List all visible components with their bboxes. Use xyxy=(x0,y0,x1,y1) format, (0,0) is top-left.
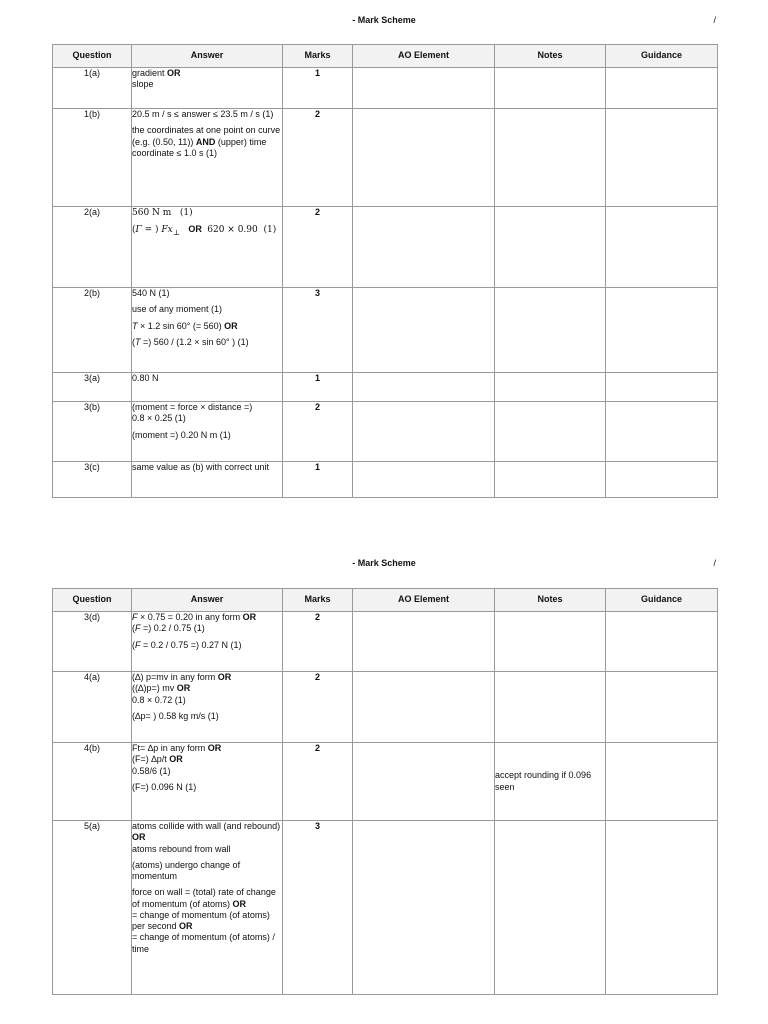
ao-element-cell xyxy=(353,821,495,995)
answer-line: (Γ = ) $Fx_\perp$ OR 620 × 0.90 (1) xyxy=(132,224,277,238)
answer-line: Ft= ∆p in any form OR (F=) ∆p/t OR 0.58/6 (1) xyxy=(132,743,222,776)
marks-cell: 2 xyxy=(283,612,353,672)
column-header-guidance: Guidance xyxy=(606,589,718,612)
mark-scheme-table-2 xyxy=(52,588,718,995)
answer-cell xyxy=(132,207,283,288)
ao-element-cell xyxy=(353,373,495,402)
mark-scheme-table-1 xyxy=(52,44,718,498)
ao-element-cell xyxy=(353,109,495,207)
column-header-question: Question xyxy=(53,589,132,612)
question-cell: 4(a) xyxy=(53,672,132,743)
ao-element-cell xyxy=(353,288,495,373)
answer-line: F × 0.75 = 0.20 in any form OR (F =) 0.2 / 0.75 (1) xyxy=(132,612,257,634)
column-header-notes: Notes xyxy=(495,45,606,68)
guidance-cell xyxy=(606,402,718,462)
question-cell: 1(a) xyxy=(53,68,132,109)
notes-cell xyxy=(495,462,606,498)
answer-cell xyxy=(132,743,283,821)
ao-element-cell xyxy=(353,207,495,288)
column-header-ao-element: AO Element xyxy=(353,45,495,68)
answer-line: (moment =) 0.20 N m (1) xyxy=(132,429,231,440)
answer-cell xyxy=(132,462,283,498)
page-header-2 xyxy=(52,558,716,572)
question-cell: 1(b) xyxy=(53,109,132,207)
question-cell: 3(a) xyxy=(53,373,132,402)
question-cell: 2(b) xyxy=(53,288,132,373)
notes-cell xyxy=(495,373,606,402)
table-row xyxy=(53,672,718,743)
answer-line: force on wall = (total) rate of change of momentum (of atoms) OR = change of momentum (of atoms) per second OR = change of momentum (of atoms) / time xyxy=(132,887,276,954)
answer-line: use of any moment (1) xyxy=(132,304,223,315)
answer-line: T × 1.2 sin 60° (= 560) OR xyxy=(132,320,238,331)
page-header-1 xyxy=(52,15,716,29)
answer-line: atoms collide with wall (and rebound) OR atoms rebound from wall xyxy=(132,821,281,854)
guidance-cell xyxy=(606,109,718,207)
marks-cell: 2 xyxy=(283,672,353,743)
ao-element-cell xyxy=(353,462,495,498)
marks-cell: 2 xyxy=(283,207,353,288)
notes-cell xyxy=(495,672,606,743)
table-row xyxy=(53,68,718,109)
notes-cell xyxy=(495,68,606,109)
table-row xyxy=(53,207,718,288)
marks-cell: 2 xyxy=(283,743,353,821)
marks-cell: 3 xyxy=(283,821,353,995)
guidance-cell xyxy=(606,288,718,373)
guidance-cell xyxy=(606,373,718,402)
column-header-answer: Answer xyxy=(132,589,283,612)
column-header-answer: Answer xyxy=(132,45,283,68)
question-cell: 2(a) xyxy=(53,207,132,288)
marks-cell: 1 xyxy=(283,373,353,402)
guidance-cell xyxy=(606,68,718,109)
answer-cell xyxy=(132,612,283,672)
notes-cell xyxy=(495,288,606,373)
column-header-marks: Marks xyxy=(283,589,353,612)
ao-element-cell xyxy=(353,672,495,743)
answer-cell xyxy=(132,402,283,462)
table-row xyxy=(53,288,718,373)
answer-line: same value as (b) with correct unit xyxy=(132,462,270,472)
guidance-cell xyxy=(606,612,718,672)
answer-line: 560 N m (1) xyxy=(132,208,193,218)
header-slash: / xyxy=(713,558,716,568)
notes-cell: accept rounding if 0.096 seen xyxy=(495,743,606,821)
table-row xyxy=(53,462,718,498)
guidance-cell xyxy=(606,743,718,821)
header-title: - Mark Scheme xyxy=(352,15,416,25)
answer-line: (moment = force × distance =) 0.8 × 0.25 (1) xyxy=(132,402,253,424)
answer-line: 0.80 N xyxy=(132,373,159,383)
answer-cell xyxy=(132,373,283,402)
ao-element-cell xyxy=(353,402,495,462)
notes-cell xyxy=(495,402,606,462)
ao-element-cell xyxy=(353,743,495,821)
question-cell: 3(b) xyxy=(53,402,132,462)
table-row xyxy=(53,373,718,402)
answer-line: 20.5 m / s ≤ answer ≤ 23.5 m / s (1) xyxy=(132,109,274,119)
marks-cell: 1 xyxy=(283,462,353,498)
question-cell: 3(d) xyxy=(53,612,132,672)
answer-line: 540 N (1) xyxy=(132,288,170,298)
answer-cell xyxy=(132,109,283,207)
notes-cell xyxy=(495,207,606,288)
answer-cell xyxy=(132,821,283,995)
guidance-cell xyxy=(606,207,718,288)
marks-cell: 1 xyxy=(283,68,353,109)
question-cell: 4(b) xyxy=(53,743,132,821)
column-header-ao-element: AO Element xyxy=(353,589,495,612)
header-title: - Mark Scheme xyxy=(352,558,416,568)
notes-cell xyxy=(495,612,606,672)
marks-cell: 2 xyxy=(283,109,353,207)
column-header-marks: Marks xyxy=(283,45,353,68)
ao-element-cell xyxy=(353,68,495,109)
answer-line: (atoms) undergo change of momentum xyxy=(132,859,241,881)
guidance-cell xyxy=(606,821,718,995)
column-header-notes: Notes xyxy=(495,589,606,612)
guidance-cell xyxy=(606,462,718,498)
column-header-question: Question xyxy=(53,45,132,68)
answer-cell xyxy=(132,68,283,109)
table-header-row xyxy=(53,589,718,612)
table-row xyxy=(53,402,718,462)
column-header-guidance: Guidance xyxy=(606,45,718,68)
ao-element-cell xyxy=(353,612,495,672)
header-slash: / xyxy=(713,15,716,25)
guidance-cell xyxy=(606,672,718,743)
marks-cell: 3 xyxy=(283,288,353,373)
table-row xyxy=(53,109,718,207)
question-cell: 5(a) xyxy=(53,821,132,995)
answer-line: (∆) p=mv in any form OR ((∆)p=) mv OR 0.8 × 0.72 (1) xyxy=(132,672,232,705)
answer-line: (F = 0.2 / 0.75 =) 0.27 N (1) xyxy=(132,639,242,650)
notes-cell xyxy=(495,109,606,207)
table-row xyxy=(53,612,718,672)
answer-cell xyxy=(132,288,283,373)
answer-cell xyxy=(132,672,283,743)
answer-line: (T =) 560 / (1.2 × sin 60° ) (1) xyxy=(132,336,249,347)
marks-cell: 2 xyxy=(283,402,353,462)
table-header-row xyxy=(53,45,718,68)
question-cell: 3(c) xyxy=(53,462,132,498)
table-row xyxy=(53,743,718,821)
table-row xyxy=(53,821,718,995)
answer-line: (∆p= ) 0.58 kg m/s (1) xyxy=(132,710,219,721)
answer-line: (F=) 0.096 N (1) xyxy=(132,781,197,792)
answer-line: gradient OR slope xyxy=(132,68,181,90)
answer-line: the coordinates at one point on curve (e.g. (0.50, 11)) AND (upper) time coordinate ≤ 1.0 s (1) xyxy=(132,125,281,158)
notes-cell xyxy=(495,821,606,995)
